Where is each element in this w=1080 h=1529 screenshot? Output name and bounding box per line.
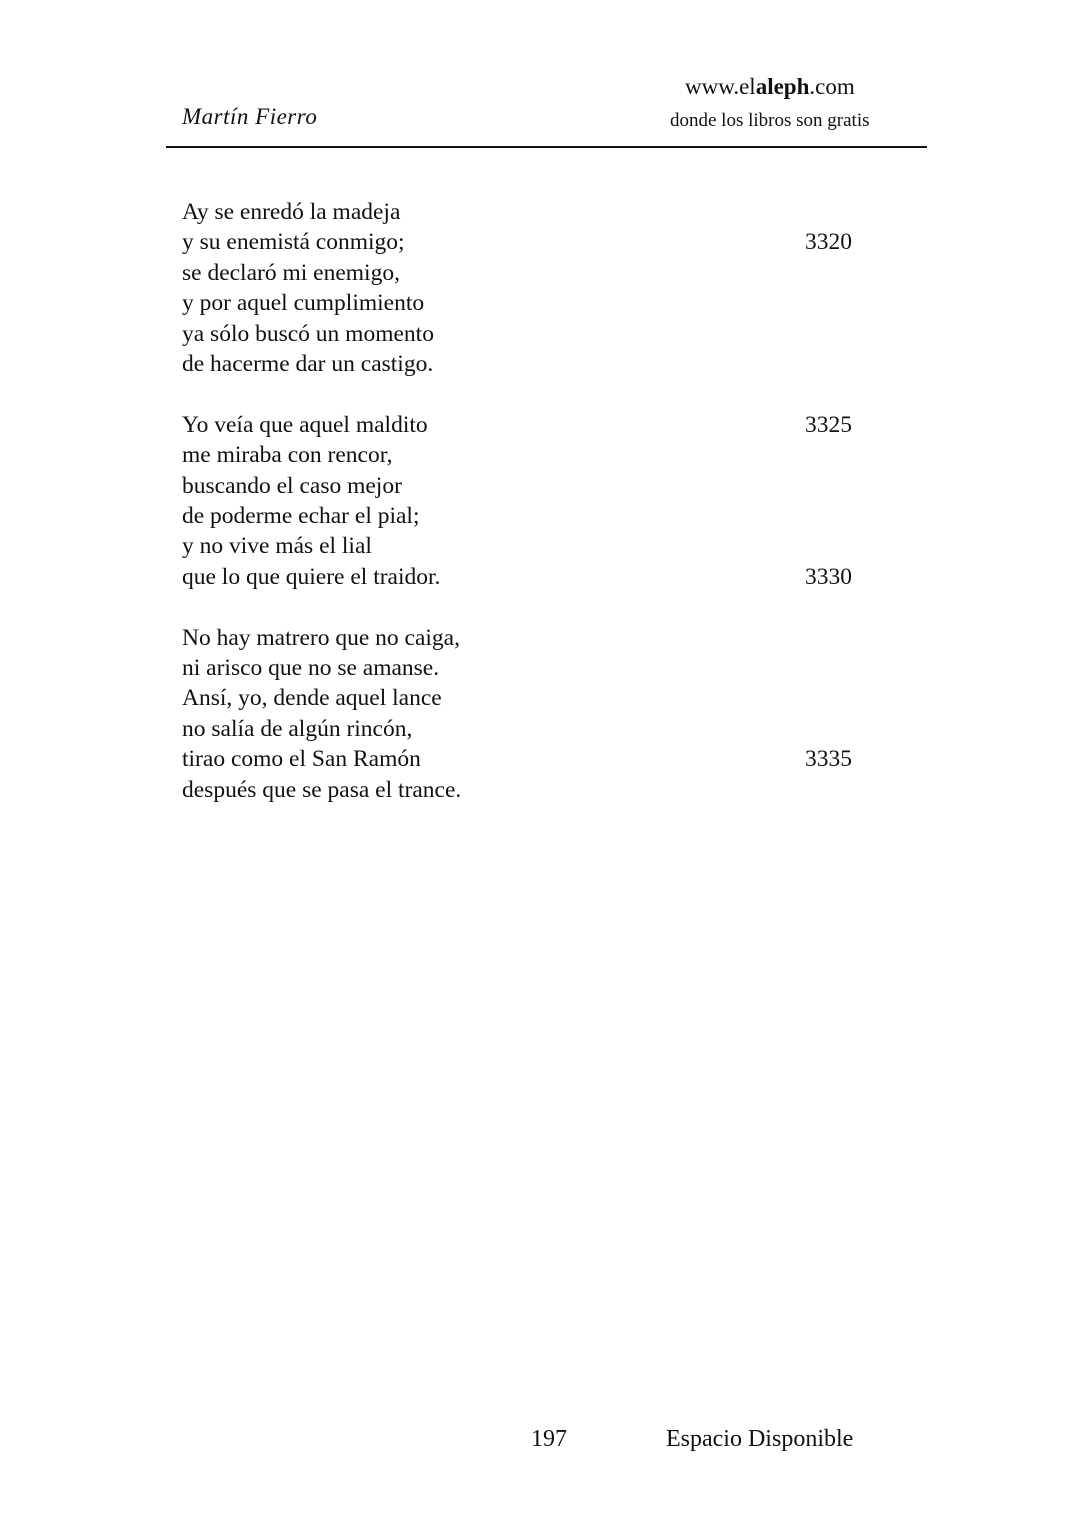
- site-url-brand: aleph: [755, 74, 810, 99]
- verse-text: me miraba con rencor,: [182, 442, 393, 469]
- verse-text: y por aquel cumplimiento: [182, 290, 425, 317]
- verse-line: [182, 562, 882, 592]
- verse-number: 3325: [805, 411, 852, 438]
- site-tagline: donde los libros son gratis: [670, 110, 870, 131]
- verse-text: no salía de algún rincón,: [182, 715, 413, 742]
- poem-body: [182, 197, 882, 836]
- verse-text: que lo que quiere el traidor.: [182, 563, 441, 590]
- verse-line: [182, 227, 882, 257]
- verse-text: Yo veía que aquel maldito: [182, 411, 428, 438]
- verse-line: [182, 775, 882, 805]
- site-url[interactable]: [685, 74, 855, 100]
- verse-line: [182, 744, 882, 774]
- verse-line: [182, 623, 882, 653]
- stanza: [182, 623, 882, 805]
- verse-line: [182, 410, 882, 440]
- verse-line: [182, 349, 882, 379]
- verse-text: se declaró mi enemigo,: [182, 259, 400, 286]
- verse-text: Ansí, yo, dende aquel lance: [182, 685, 442, 712]
- verse-text: tirao como el San Ramón: [182, 746, 421, 773]
- verse-line: [182, 683, 882, 713]
- verse-text: y su enemistá conmigo;: [182, 229, 405, 256]
- verse-text: buscando el caso mejor: [182, 472, 402, 499]
- verse-number: 3330: [805, 563, 852, 590]
- stanza: [182, 197, 882, 379]
- verse-text: No hay matrero que no caiga,: [182, 624, 460, 651]
- verse-line: [182, 440, 882, 470]
- verse-line: [182, 471, 882, 501]
- book-title: Martín Fierro: [182, 104, 318, 129]
- verse-line: [182, 288, 882, 318]
- verse-line: [182, 319, 882, 349]
- verse-text: Ay se enredó la madeja: [182, 199, 401, 225]
- verse-line: [182, 714, 882, 744]
- verse-text: ya sólo buscó un momento: [182, 320, 434, 347]
- site-url-suffix: .com: [809, 74, 855, 99]
- verse-line: [182, 197, 882, 227]
- verse-text: de poderme echar el pial;: [182, 503, 420, 530]
- verse-line: [182, 258, 882, 288]
- page-number: 197: [531, 1426, 567, 1452]
- verse-line: [182, 531, 882, 561]
- verse-line: [182, 653, 882, 683]
- stanza: [182, 410, 882, 592]
- verse-text: después que se pasa el trance.: [182, 776, 462, 803]
- verse-number: 3320: [805, 229, 852, 256]
- header-divider: [166, 146, 927, 148]
- verse-text: y no vive más el lial: [182, 533, 372, 560]
- site-url-prefix: www.el: [685, 74, 756, 99]
- verse-number: 3335: [805, 746, 852, 773]
- footer-note: Espacio Disponible: [666, 1426, 854, 1452]
- verse-line: [182, 501, 882, 531]
- verse-text: ni arisco que no se amanse.: [182, 655, 440, 682]
- verse-text: de hacerme dar un castigo.: [182, 350, 434, 377]
